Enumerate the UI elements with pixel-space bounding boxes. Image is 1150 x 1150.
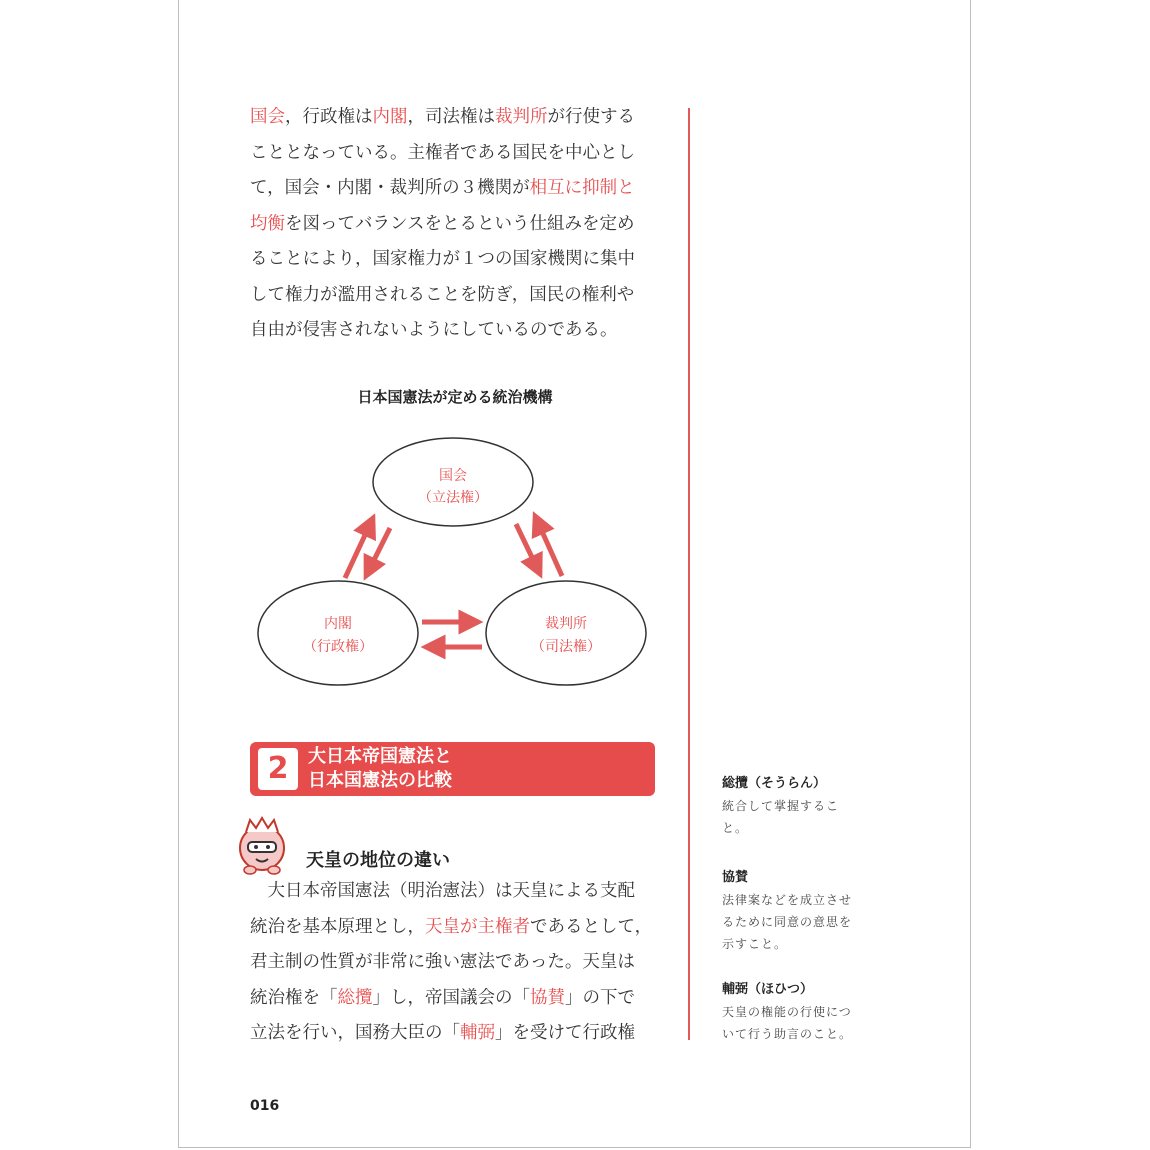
body-paragraph-2: [250, 874, 660, 1052]
body-paragraph-1: [250, 100, 660, 349]
glossary-def-line: 天皇の権能の行使につ: [722, 1005, 852, 1019]
highlighted-term: 協賛: [530, 987, 565, 1008]
glossary-def-line: いて行う助言のこと。: [722, 1027, 853, 1041]
text-line: [250, 313, 660, 349]
mascot-character-icon: [232, 812, 304, 878]
section-header: [250, 742, 655, 796]
glossary-definition: [722, 1001, 882, 1045]
glossary-definition: [722, 889, 882, 955]
text-line: [250, 981, 660, 1017]
text-run: て，国会・内閣・裁判所の３機関が: [250, 178, 530, 198]
text-run: 」の下で: [565, 987, 635, 1008]
glossary-term: 輔弼（ほひつ）: [722, 982, 814, 997]
glossary-term: 総攬（そうらん）: [722, 776, 827, 791]
glossary-term: 協賛: [722, 870, 749, 885]
text-line: [250, 910, 660, 946]
governance-diagram: [250, 420, 660, 700]
arrow-diet-to-cabinet: [367, 528, 390, 574]
diet-node-role: （立法権）: [418, 490, 488, 506]
section-title-line1: 大日本帝国憲法と: [308, 746, 452, 767]
section-number: 2: [258, 748, 298, 790]
text-run: 立法を行い，国務大臣の「: [250, 1023, 460, 1043]
glossary-entry-hohitsu: [722, 978, 882, 1045]
arrow-court-to-diet: [536, 518, 562, 576]
text-line: [250, 100, 660, 136]
highlighted-term: 均衡: [250, 213, 285, 234]
highlighted-term: 総攬: [337, 987, 373, 1008]
text-run: こととなっている。主権者である国民を中心とし: [250, 142, 635, 163]
glossary-entry-soran: [722, 772, 882, 839]
text-run: 」を受けて行政権: [495, 1023, 635, 1043]
text-line: [250, 136, 660, 172]
glossary-entry-kyosan: [722, 866, 882, 955]
text-run: 大日本帝国憲法（明治憲法）は天皇による支配: [250, 881, 635, 901]
glossary-def-line: るために同意の意思を: [722, 915, 853, 929]
cabinet-node: [258, 581, 418, 685]
glossary-definition: [722, 795, 882, 839]
highlighted-term: 裁判所: [495, 107, 548, 127]
text-run: ，司法権は: [407, 107, 495, 127]
court-node: [486, 581, 646, 685]
text-run: 統治権を「: [250, 987, 338, 1008]
text-run: であるとして，: [530, 916, 653, 937]
glossary-def-line: と。: [722, 821, 749, 835]
text-run: ることにより，国家権力が１つの国家機関に集中: [250, 249, 635, 269]
text-line: [250, 207, 660, 243]
cabinet-node-name: 内閣: [324, 616, 352, 632]
text-run: ，行政権は: [285, 107, 373, 127]
text-run: して権力が濫用されることを防ぎ，国民の権利や: [250, 284, 635, 305]
section-title: [308, 745, 452, 793]
arrow-diet-to-court: [516, 524, 539, 572]
glossary-def-line: 統合して掌握するこ: [722, 799, 840, 813]
highlighted-term: 内閣: [372, 107, 408, 127]
text-run: 君主制の性質が非常に強い憲法であった。天皇は: [250, 952, 635, 972]
highlighted-term: 天皇が主権者: [425, 916, 530, 937]
column-divider: [688, 108, 690, 1040]
text-run: が行使する: [547, 107, 635, 127]
text-run: 」し，帝国議会の「: [372, 987, 530, 1008]
glossary-def-line: 示すこと。: [722, 937, 788, 951]
cabinet-node-role: （行政権）: [303, 639, 373, 655]
text-run: を図ってバランスをとるという仕組みを定め: [285, 213, 635, 234]
section-title-line2: 日本国憲法の比較: [308, 770, 452, 791]
text-line: [250, 242, 660, 278]
text-line: [250, 278, 660, 314]
highlighted-term: 輔弼: [460, 1023, 495, 1043]
figure-title: 日本国憲法が定める統治機構: [357, 388, 553, 406]
text-run: 自由が侵害されないようにしているのである。: [250, 320, 618, 340]
court-node-role: （司法権）: [531, 639, 601, 655]
diet-node-name: 国会: [439, 468, 467, 484]
court-node-name: 裁判所: [545, 616, 587, 632]
text-line: [250, 945, 660, 981]
text-line: [250, 171, 660, 207]
page-number: 016: [250, 1098, 280, 1114]
highlighted-term: 相互に抑制と: [529, 178, 635, 198]
highlighted-term: 国会: [250, 107, 285, 127]
subsection-heading: 天皇の地位の違い: [306, 850, 450, 871]
text-line: [250, 1016, 660, 1052]
glossary-def-line: 法律案などを成立させ: [722, 893, 853, 907]
text-run: 統治を基本原理とし，: [250, 916, 425, 937]
text-line: [250, 874, 660, 910]
